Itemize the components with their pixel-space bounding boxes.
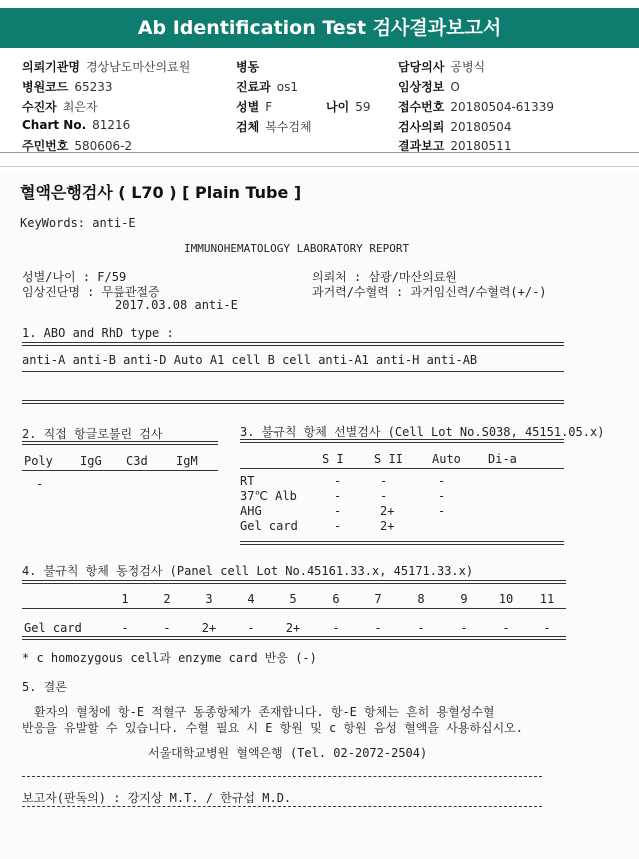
- header-field-value: os1: [276, 80, 299, 94]
- dat-column-header: Poly: [24, 454, 53, 468]
- abo-rule-mid: [22, 371, 564, 372]
- screen-value: -: [438, 474, 446, 488]
- panel-column-header: 7: [374, 592, 382, 606]
- header-field: [236, 118, 312, 135]
- panel-column-header: 6: [332, 592, 340, 606]
- panel-column-header: 9: [460, 592, 468, 606]
- diagnosis-note: 2017.03.08 anti-E: [115, 298, 238, 312]
- abo-title: 1. ABO and RhD type :: [22, 326, 174, 340]
- header-field-age: [326, 98, 370, 115]
- screen-value: -: [438, 504, 446, 518]
- header-field: [22, 98, 98, 115]
- signature-rule-top: [22, 776, 542, 777]
- dat-column-header: IgG: [80, 454, 102, 468]
- header-field-label: Chart No.: [22, 118, 87, 132]
- header-field-value: 81216: [92, 118, 131, 132]
- header-field: [398, 78, 460, 95]
- panel-rule-bottom: [22, 636, 566, 640]
- keywords: KeyWords: anti-E: [20, 216, 136, 230]
- screen-row-label: Gel card: [240, 519, 298, 533]
- screen-column-header: S II: [374, 452, 403, 466]
- header-field: [22, 118, 130, 132]
- dat-title: 2. 직접 항글로불린 검사: [22, 427, 163, 441]
- screen-column-header: Di-a: [488, 452, 517, 466]
- header-field: [398, 118, 511, 135]
- header-divider-2: [0, 166, 639, 167]
- header-field-value: 59: [355, 100, 371, 114]
- header-field-label: 수진자: [22, 100, 57, 114]
- panel-column-header: 1: [121, 592, 129, 606]
- hospital-contact: 서울대학교병원 혈액은행 (Tel. 02-2072-2504): [148, 746, 428, 760]
- header-field: [236, 58, 265, 75]
- header-field: [236, 78, 298, 95]
- header-field-value: 복수검체: [265, 120, 312, 134]
- panel-title: 4. 불규칙 항체 동정검사 (Panel cell Lot No.45161.33.x, 45171.33.x): [22, 564, 474, 578]
- screen-value: -: [438, 489, 446, 503]
- header-field-value: 20180504: [450, 120, 512, 134]
- screen-row-label: AHG: [240, 504, 262, 518]
- header-field: [22, 78, 113, 95]
- panel-row-label: Gel card: [24, 621, 82, 635]
- conclusion-line-1: 환자의 혈청에 항-E 적혈구 동종항체가 존재합니다. 항-E 항체는 흔히 용혈성수혈: [34, 705, 495, 719]
- panel-column-header: 5: [289, 592, 297, 606]
- screen-value: -: [380, 489, 388, 503]
- lab-title: IMMUNOHEMATOLOGY LABORATORY REPORT: [184, 242, 410, 255]
- panel-value: -: [332, 621, 340, 635]
- dat-value: -: [36, 477, 44, 491]
- dat-column-header: IgM: [176, 454, 198, 468]
- header-field: [398, 58, 485, 75]
- header-field-value: O: [450, 80, 460, 94]
- screen-value: -: [334, 519, 342, 533]
- panel-value: -: [543, 621, 551, 635]
- dat-column-header: C3d: [126, 454, 148, 468]
- conclusion-line-2: 반응을 유발할 수 있습니다. 수혈 필요 시 E 항원 및 c 항원 음성 혈액을 사용하십시오.: [22, 721, 523, 735]
- report-heading: 혈액은행검사 ( L70 ) [ Plain Tube ]: [20, 183, 302, 202]
- report-title: Ab Identification Test 검사결과보고서: [0, 8, 639, 48]
- screen-value: -: [334, 504, 342, 518]
- header-field-label: 의뢰기관명: [22, 60, 80, 74]
- screen-rule-bottom: [240, 541, 564, 545]
- history: 과거력/수혈력 : 과거임신력/수혈력(+/-): [312, 285, 547, 299]
- panel-rule-mid: [22, 608, 566, 609]
- header-field-value: 최은자: [62, 100, 98, 114]
- scanned-report: [0, 172, 639, 859]
- dat-rule-top: [22, 441, 218, 445]
- screen-row-label: 37℃ Alb: [240, 489, 297, 503]
- header-field-label: 담당의사: [398, 60, 445, 74]
- panel-value: -: [163, 621, 171, 635]
- header-field: [398, 98, 554, 115]
- panel-value: -: [460, 621, 468, 635]
- header-field-label: 진료과: [236, 80, 271, 94]
- panel-column-header: 11: [539, 592, 555, 606]
- header-field-label: 병동: [236, 60, 260, 74]
- panel-value: -: [502, 621, 510, 635]
- panel-column-header: 10: [498, 592, 514, 606]
- screen-rule-mid: [240, 468, 564, 469]
- reporter: 보고자(판독의) : 강지상 M.T. / 한규섭 M.D.: [22, 791, 292, 805]
- panel-value: -: [247, 621, 255, 635]
- header-field-label: 접수번호: [398, 100, 445, 114]
- screen-row-label: RT: [240, 474, 255, 488]
- dat-rule-mid: [22, 470, 218, 471]
- header-field-label: 검체: [236, 120, 260, 134]
- abo-rule-bottom: [22, 400, 564, 404]
- header-field-value: 공병식: [450, 60, 486, 74]
- panel-value: -: [374, 621, 382, 635]
- header-field-value: 20180504-61339: [450, 100, 554, 114]
- header-field-label: 병원코드: [22, 80, 69, 94]
- panel-value: -: [417, 621, 425, 635]
- signature-rule-bottom: [22, 806, 542, 807]
- requester: 의뢰처 : 삼광/마산의료원: [312, 270, 457, 284]
- header-field-label: 결과보고: [398, 139, 445, 153]
- header-field-label: 임상정보: [398, 80, 445, 94]
- panel-column-header: 4: [247, 592, 255, 606]
- header-field-label: 주민번호: [22, 139, 69, 153]
- header-field-value: F: [265, 100, 273, 114]
- screen-rule-top: [240, 439, 564, 443]
- screen-value: -: [380, 474, 388, 488]
- header-divider: [0, 152, 639, 153]
- header-field-value: 20180511: [450, 139, 512, 153]
- screen-title: 3. 불규칙 항체 선별검사 (Cell Lot No.S038, 45151.05.x): [240, 425, 605, 439]
- header-field-value: 65233: [74, 80, 113, 94]
- conclusion-title: 5. 결론: [22, 680, 67, 694]
- panel-value: -: [121, 621, 129, 635]
- panel-rule-top: [22, 580, 566, 584]
- diagnosis: 임상진단명 : 무릎관절증: [22, 285, 160, 299]
- screen-value: -: [334, 474, 342, 488]
- header-field: [236, 98, 272, 115]
- sex-age: 성별/나이 : F/59: [22, 270, 127, 284]
- header-field-value: 580606-2: [74, 139, 133, 153]
- abo-rule-top: [22, 342, 564, 346]
- panel-value: 2+: [201, 621, 217, 635]
- screen-column-header: Auto: [432, 452, 461, 466]
- header-field: [22, 58, 190, 75]
- panel-column-header: 3: [205, 592, 213, 606]
- panel-value: 2+: [285, 621, 301, 635]
- header-field-label: 검사의뢰: [398, 120, 445, 134]
- header-field-label: 나이: [326, 100, 350, 114]
- panel-column-header: 8: [417, 592, 425, 606]
- header-field-label: 성별: [236, 100, 260, 114]
- screen-value: 2+: [380, 504, 395, 518]
- panel-column-header: 2: [163, 592, 171, 606]
- screen-value: 2+: [380, 519, 395, 533]
- screen-column-header: S I: [322, 452, 344, 466]
- header-field-value: 경상남도마산의료원: [85, 60, 191, 74]
- screen-value: -: [334, 489, 342, 503]
- panel-note: * c homozygous cell과 enzyme card 반응 (-): [22, 651, 317, 665]
- abo-columns: anti-A anti-B anti-D Auto A1 cell B cell anti-A1 anti-H anti-AB: [22, 353, 478, 367]
